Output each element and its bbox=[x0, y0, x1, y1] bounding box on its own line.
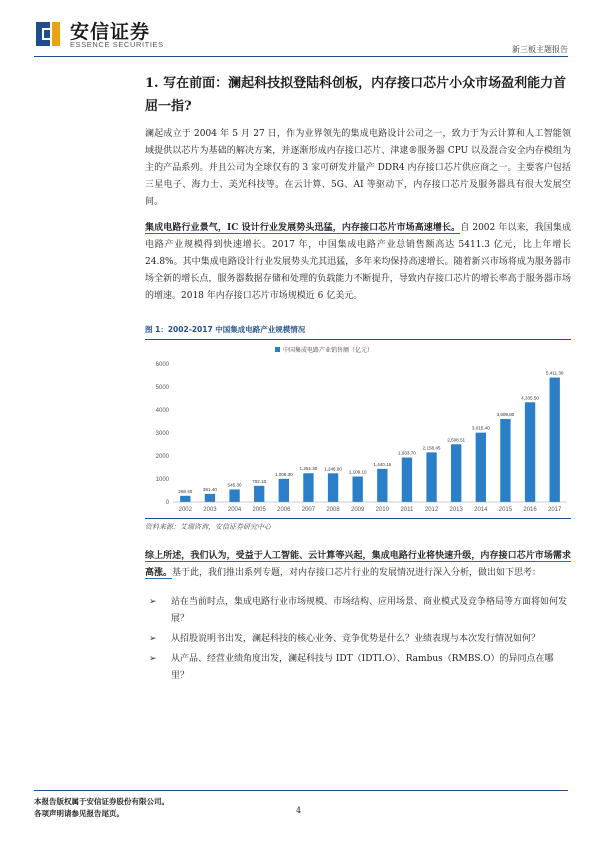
bar-value-label: 1,251.30 bbox=[299, 466, 318, 472]
bar-2007 bbox=[303, 473, 313, 502]
bar-value-label: 3,015.40 bbox=[471, 425, 490, 431]
industry-paragraph-lead: 集成电路行业景气，IC 设计行业发展势头迅猛，内存接口芯片市场高速增长。 bbox=[145, 223, 461, 233]
x-tick-label: 2002 bbox=[178, 507, 192, 513]
y-tick-label: 1000 bbox=[155, 477, 169, 483]
x-tick-label: 2008 bbox=[326, 507, 340, 513]
legend-label: 中国集成电路产业销售额（亿元） bbox=[283, 348, 374, 354]
bar-value-label: 1,006.30 bbox=[274, 471, 293, 477]
revenue-bar-chart bbox=[145, 338, 573, 516]
list-item-text: 从产品、经营业绩角度出发，澜起科技与 IDT（IDTI.O）、Rambus（RMBS.O）的异同点在哪里？ bbox=[171, 654, 554, 681]
summary-paragraph-lead: 综上所述，我们认为，受益于人工智能、云计算等兴起，集成电路行业将快速升级，内存接口芯片市场需求高涨。 bbox=[145, 551, 571, 578]
logo-mark-icon bbox=[34, 18, 62, 48]
x-tick-label: 2007 bbox=[301, 507, 316, 513]
figure-source: 资料来源：艾瑞咨询，安信证券研究中心 bbox=[145, 518, 571, 532]
x-tick-label: 2006 bbox=[277, 507, 291, 513]
bar-2013 bbox=[451, 444, 461, 502]
y-tick-label: 0 bbox=[165, 500, 169, 506]
bar-2015 bbox=[500, 419, 510, 502]
x-tick-label: 2014 bbox=[474, 507, 488, 513]
list-item bbox=[145, 594, 571, 628]
industry-paragraph-body: 自 2002 年以来，我国集成电路产业规模得到快速增长。2017 年，中国集成电路产业总销售额高达 5411.3 亿元，比上年增长 24.8%。其中集成电路设计行业发展势头尤其迅猛，多年来均保持高速增长。随着新兴市场将成为服务器市场全新的增长点，服务器数据存储和处理的负载能力不断提升，导致内存接口芯片的增长率高于服务器市场的增速。2018 年内存接口芯片市场规模近 6 亿美元。 bbox=[145, 223, 571, 301]
bar-value-label: 1,109.10 bbox=[348, 469, 367, 475]
summary-paragraph bbox=[145, 548, 571, 582]
bar-value-label: 4,335.50 bbox=[521, 395, 540, 401]
legend-swatch bbox=[275, 347, 280, 352]
bar-value-label: 1,246.80 bbox=[324, 466, 343, 472]
x-tick-label: 2016 bbox=[523, 507, 537, 513]
footer-statement: 各项声明请参见报告尾页。 bbox=[34, 809, 124, 818]
y-tick-label: 6000 bbox=[155, 362, 169, 368]
bar-value-label: 2,508.51 bbox=[447, 437, 466, 443]
bar-value-label: 1,440.15 bbox=[373, 461, 392, 467]
bar-2012 bbox=[426, 452, 436, 502]
y-tick-label: 3000 bbox=[155, 431, 169, 437]
x-tick-label: 2015 bbox=[498, 507, 513, 513]
x-axis bbox=[173, 502, 567, 513]
arrow-bullet-icon: ➢ bbox=[149, 654, 157, 664]
logo-text-cn: 安信证券 bbox=[70, 21, 151, 43]
bar-value-label: 2,158.45 bbox=[422, 445, 441, 451]
bar-value-label: 3,609.80 bbox=[496, 411, 515, 417]
bar-value-label: 702.10 bbox=[252, 478, 267, 484]
list-item bbox=[145, 631, 571, 648]
arrow-bullet-icon: ➢ bbox=[149, 597, 157, 607]
section-title: 1. 写在前面：澜起科技拟登陆科创板，内存接口芯片小众市场盈利能力首屈一指? bbox=[145, 76, 567, 114]
bar-2008 bbox=[328, 473, 338, 502]
x-tick-label: 2012 bbox=[424, 507, 439, 513]
header-divider bbox=[34, 56, 568, 57]
summary-paragraph-body: 基于此，我们推出系列专题，对内存接口芯片行业的发展情况进行深入分析，做出如下思考： bbox=[172, 568, 542, 578]
bar-2016 bbox=[525, 402, 535, 502]
list-item-text: 站在当前时点，集成电路行业市场规模、市场结构、应用场景、商业模式及竞争格局等方面将如何发展？ bbox=[171, 597, 568, 624]
bar-2009 bbox=[353, 476, 363, 502]
bar-2014 bbox=[476, 433, 486, 502]
footer-disclaimer bbox=[34, 796, 169, 820]
list-item bbox=[145, 651, 571, 685]
y-tick-label: 4000 bbox=[155, 408, 169, 414]
bar-value-label: 545.30 bbox=[227, 482, 242, 488]
footer-copyright: 本报告版权属于安信证券股份有限公司。 bbox=[34, 797, 169, 806]
chart-legend bbox=[275, 346, 373, 354]
company-logo bbox=[34, 16, 164, 52]
x-tick-label: 2005 bbox=[252, 507, 266, 513]
y-tick-label: 5000 bbox=[155, 385, 169, 391]
list-item-text: 从招股说明书出发，澜起科技的核心业务、竞争优势是什么？业绩表现与本次发行情况如何？ bbox=[171, 634, 541, 644]
industry-paragraph bbox=[145, 220, 571, 305]
bar-2003 bbox=[205, 494, 215, 502]
bar-value-label: 1,933.70 bbox=[397, 450, 416, 456]
bar-2017 bbox=[550, 378, 560, 502]
y-tick-label: 2000 bbox=[155, 454, 169, 460]
bar-2011 bbox=[402, 458, 412, 502]
bar-2004 bbox=[229, 489, 239, 502]
y-axis bbox=[156, 362, 170, 506]
x-tick-label: 2010 bbox=[375, 507, 389, 513]
bar-2006 bbox=[279, 479, 289, 502]
x-tick-label: 2017 bbox=[548, 507, 562, 513]
x-tick-label: 2011 bbox=[400, 507, 414, 513]
bar-series bbox=[178, 371, 564, 502]
x-tick-label: 2013 bbox=[449, 507, 463, 513]
figure-title: 图 1：2002-2017 中国集成电路产业规模情况 bbox=[145, 324, 571, 340]
arrow-bullet-icon: ➢ bbox=[149, 634, 157, 644]
page-number: 4 bbox=[296, 806, 302, 815]
bar-2002 bbox=[180, 496, 190, 502]
report-type-label: 新三板主题报告 bbox=[512, 45, 568, 54]
page-header bbox=[0, 0, 600, 62]
logo-text-en: ESSENCE SECURITIES bbox=[70, 40, 164, 49]
question-list bbox=[145, 594, 571, 688]
bar-2005 bbox=[254, 486, 264, 502]
bar-value-label: 351.40 bbox=[202, 486, 217, 492]
x-tick-label: 2004 bbox=[227, 507, 242, 513]
footer-divider bbox=[34, 790, 568, 791]
x-tick-label: 2003 bbox=[203, 507, 217, 513]
intro-paragraph: 澜起成立于 2004 年 5 月 27 日，作为业界领先的集成电路设计公司之一，致力于为云计算和人工智能领域提供以芯片为基础的解决方案，并逐渐形成内存接口芯片、津逮®服务器 CPU 以及混合安全内存模组为主的产品系列。并且公司为全球仅有的 3 家可研发并量产 DDR4 内存接口芯片供应商之一。主要客户包括三星电子、海力士、美光科技等。在云计算、5G、AI 等驱动下，内存接口芯片及服务器具有很大发展空间。 bbox=[145, 129, 571, 207]
bar-value-label: 268.40 bbox=[178, 488, 193, 494]
bar-value-label: 5,411.30 bbox=[545, 370, 564, 376]
bar-2010 bbox=[377, 469, 387, 502]
x-tick-label: 2009 bbox=[351, 507, 365, 513]
